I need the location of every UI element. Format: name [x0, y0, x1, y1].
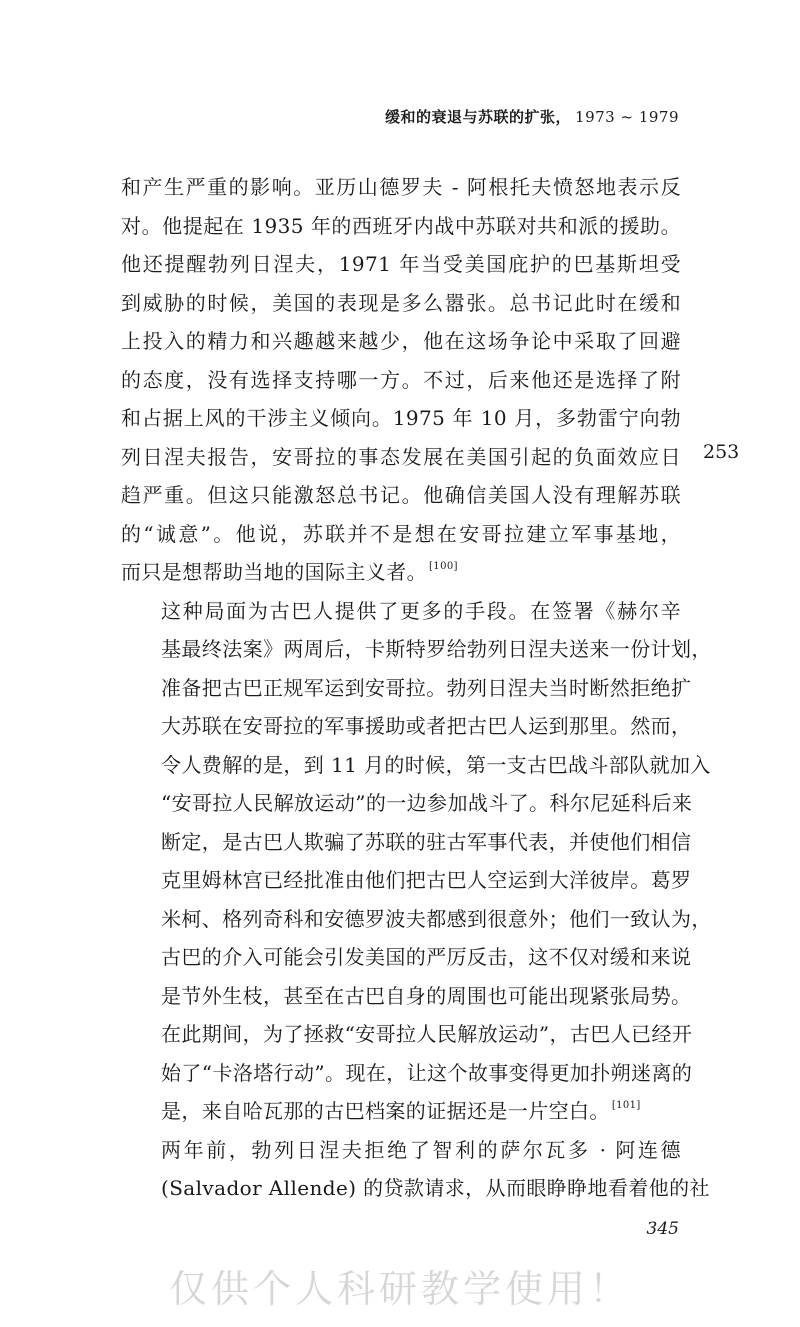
text-line: 米柯、格列奇科和安德罗波夫都感到很意外；他们一致认为，: [161, 906, 712, 931]
text-line-content: 是，来自哈瓦那的古巴档案的证据还是一片空白。: [161, 1099, 610, 1123]
text-line: 的“诚意”。他说，苏联并不是想在安哥拉建立军事基地，: [121, 521, 681, 546]
text-line: [121, 553, 681, 592]
paragraph-3: [121, 1131, 710, 1208]
text-line: (Salvador Allende) 的贷款请求，从而眼睁睁地看着他的社: [161, 1176, 710, 1200]
chapter-year-range: 1973 ~ 1979: [575, 108, 679, 126]
text-line: 断定，是古巴人欺骗了苏联的驻古军事代表，并使他们相信: [161, 829, 692, 854]
text-line: 他还提醒勃列日涅夫，1971 年当受美国庇护的巴基斯坦受: [121, 252, 681, 276]
text-line: [121, 1092, 681, 1131]
text-line: 的态度，没有选择支持哪一方。不过，后来他还是选择了附: [121, 367, 681, 392]
text-line: 到威胁的时候，美国的表现是多么嚣张。总书记此时在缓和: [121, 290, 681, 315]
text-line: 对。他提起在 1935 年的西班牙内战中苏联对共和派的援助。: [121, 213, 681, 238]
footnote-ref-101[interactable]: [101]: [611, 1100, 641, 1111]
chapter-title: 缓和的衰退与苏联的扩张，: [385, 108, 572, 126]
text-line: 始了“卡洛塔行动”。现在，让这个故事变得更加扑朔迷离的: [161, 1060, 693, 1085]
paragraph-1: [121, 168, 681, 592]
body-text: [121, 168, 712, 1208]
text-line: 大苏联在安哥拉的军事援助或者把古巴人运到那里。然而，: [161, 714, 692, 738]
text-line: 这种局面为古巴人提供了更多的手段。在签署《赫尔辛: [161, 598, 681, 623]
margin-page-number: 253: [703, 441, 740, 463]
text-line: 和占据上风的干涉主义倾向。1975 年 10 月，多勃雷宁向勃: [121, 406, 681, 430]
paragraph-2: [121, 592, 712, 1131]
text-line: “安哥拉人民解放运动”的一边参加战斗了。科尔尼延科后来: [161, 791, 693, 815]
text-line: 列日涅夫报告，安哥拉的事态发展在美国引起的负面效应日: [121, 444, 681, 469]
page-number: 345: [646, 1219, 679, 1239]
text-line-content: 而只是想帮助当地的国际主义者。: [121, 560, 427, 584]
running-header: [385, 106, 679, 127]
text-line: 在此期间，为了拯救“安哥拉人民解放运动”，古巴人已经开: [161, 1022, 693, 1046]
text-line: 令人费解的是，到 11 月的时候，第一支古巴战斗部队就加入: [161, 752, 711, 777]
text-line: 是节外生枝，甚至在古巴自身的周围也可能出现紧张局势。: [161, 983, 692, 1008]
text-line: 准备把古巴正规军运到安哥拉。勃列日涅夫当时断然拒绝扩: [161, 675, 692, 700]
text-line: 古巴的介入可能会引发美国的严厉反击，这不仅对缓和来说: [161, 945, 692, 969]
watermark: 仅供个人科研教学使用！: [168, 1267, 631, 1311]
text-line: 克里姆林宫已经批准由他们把古巴人空运到大洋彼岸。葛罗: [161, 868, 692, 892]
text-line: 和产生严重的影响。亚历山德罗夫 - 阿根托夫愤怒地表示反: [121, 175, 681, 199]
text-line: 上投入的精力和兴趣越来越少，他在这场争论中采取了回避: [121, 329, 681, 353]
text-line: 两年前，勃列日涅夫拒绝了智利的萨尔瓦多 · 阿连德: [161, 1137, 681, 1162]
text-line: 趋严重。但这只能激怒总书记。他确信美国人没有理解苏联: [121, 483, 681, 507]
footnote-ref-100[interactable]: [100]: [429, 561, 458, 572]
text-line: 基最终法案》两周后，卡斯特罗给勃列日涅夫送来一份计划，: [161, 637, 712, 661]
